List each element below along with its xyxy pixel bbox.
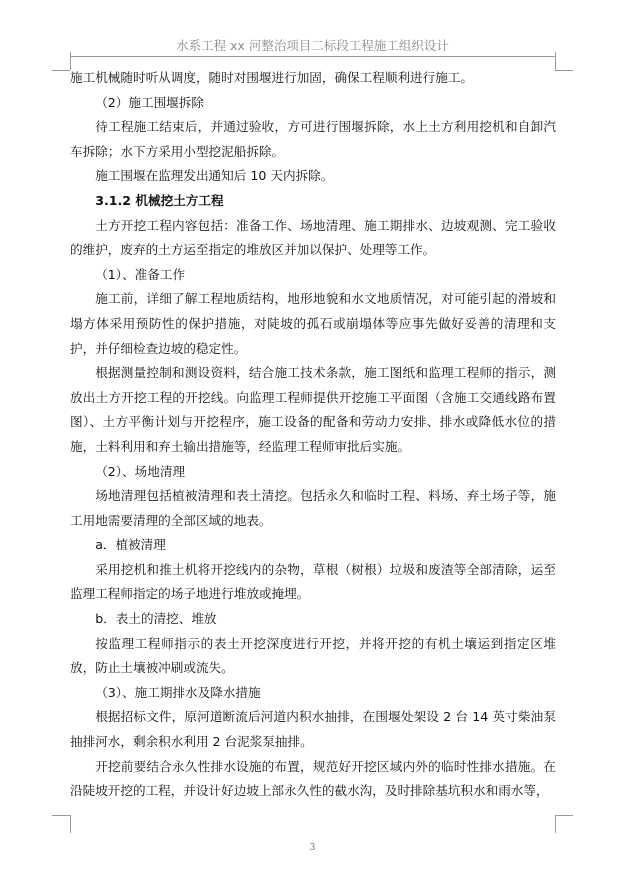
header-rule <box>70 56 555 57</box>
paragraph: 按监理工程师指示的表土开挖深度进行开挖，并将开挖的有机土壤运到指定区堆放，防止土壤被冲刷或流失。 <box>70 635 556 676</box>
page-number: 3 <box>309 843 316 853</box>
subheading: （2）、场地清理 <box>95 463 186 479</box>
paragraph: 根据招标文件，原河道断流后河道内积水抽排，在围堰处架设 2 台 14 英寸柴油泵抽排河水，剩余积水利用 2 台泥浆泵抽排。 <box>70 709 556 750</box>
paragraph: 施工围堰在监理发出通知后 10 天内拆除。 <box>95 168 334 184</box>
subheading: a．植被清理 <box>95 537 166 553</box>
crop-mark-bottom-left <box>70 815 71 833</box>
section-heading: 3.1.2 机械挖土方工程 <box>95 192 224 208</box>
page-header: 水系工程 xx 河整治项目二标段工程施工组织设计 <box>176 38 449 53</box>
paragraph: 土方开挖工程内容包括：准备工作、场地清理、施工期排水、边坡观测、完工验收的维护，废弃的土方运至指定的堆放区并加以保护、处理等工作。 <box>70 217 556 258</box>
crop-mark-top-right <box>555 70 573 71</box>
paragraph: 待工程施工结束后，并通过验收，方可进行围堰拆除，水上土方利用挖机和自卸汽车拆除；水下方采用小型挖泥船拆除。 <box>70 119 556 159</box>
subheading: b．表土的清挖、堆放 <box>95 611 217 627</box>
subheading: （3）、施工期排水及降水措施 <box>95 684 261 700</box>
crop-mark-bottom-left <box>52 815 70 816</box>
subheading: （2）施工围堰拆除 <box>95 94 204 110</box>
crop-mark-top-left <box>52 70 70 71</box>
paragraph: 开挖前要结合永久性排水设施的布置，规范好开挖区域内外的临时性排水措施。在沿陡坡开挖的工程，并设计好边坡上部永久性的截水沟，及时排除基坑积水和雨水等， <box>70 758 556 799</box>
body-text <box>70 66 556 804</box>
crop-mark-bottom-right <box>555 815 556 833</box>
paragraph: 场地清理包括植被清理和表土清挖。包括永久和临时工程、料场、弃土场子等，施工用地需要清理的全部区域的地表。 <box>70 488 556 528</box>
subheading: （1）、准备工作 <box>95 266 186 282</box>
crop-mark-bottom-right <box>555 815 573 816</box>
paragraph: 施工机械随时听从调度，随时对围堰进行加固，确保工程顺利进行施工。 <box>70 70 473 85</box>
paragraph: 施工前，详细了解工程地质结构，地形地貌和水文地质情况，对可能引起的滑坡和塌方体采用预防性的保护措施，对陡坡的孤石或崩塌体等应事先做好妥善的清理和支护，并仔细检查边坡的稳定性。 <box>70 291 556 356</box>
paragraph: 根据测量控制和测设资料，结合施工技术条款，施工图纸和监理工程师的指示，测放出土方开挖工程的开挖线。向监理工程师提供开挖施工平面图（含施工交通线路布置图）、土方平衡计划与开挖程序，施工设备的配备和劳动力安排、排水或降低水位的措施，土料利用和弃土输出措施等，经监理工程师审批后实施。 <box>70 365 556 454</box>
paragraph: 采用挖机和推土机将开挖线内的杂物，草根（树根）垃圾和废渣等全部清除，运至监理工程师指定的场子地进行堆放或掩埋。 <box>70 561 556 602</box>
